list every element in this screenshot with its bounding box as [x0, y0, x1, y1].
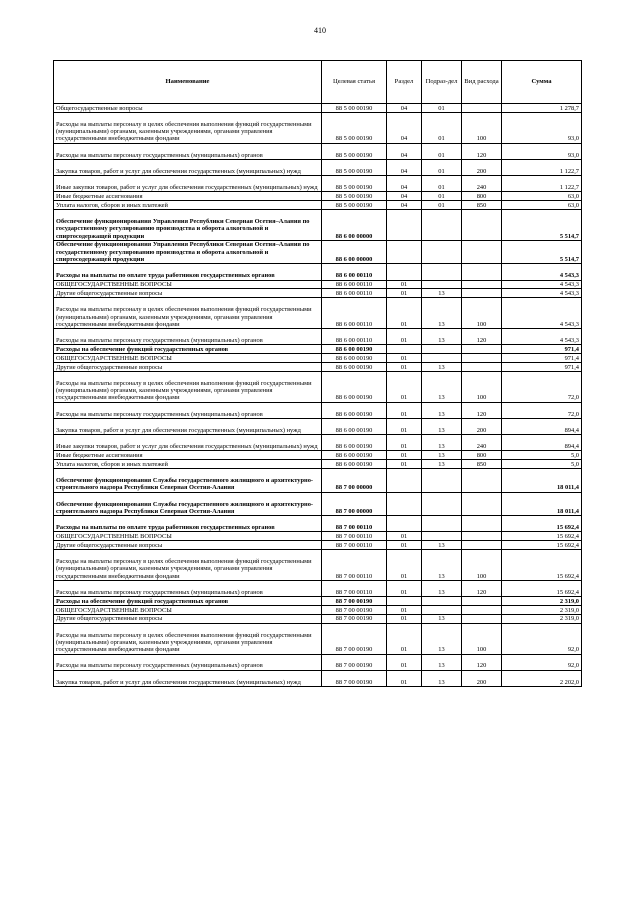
cell-subsection: 13 [422, 614, 462, 623]
cell-name: Расходы на выплаты персоналу государственных (муниципальных) органов [54, 143, 322, 159]
cell-subsection [422, 605, 462, 614]
table-row [54, 363, 582, 372]
cell-subsection: 13 [422, 550, 462, 581]
cell-name: ОБЩЕГОСУДАРСТВЕННЫЕ ВОПРОСЫ [54, 532, 322, 541]
cell-name: Расходы на выплаты персоналу в целях обеспечения выполнения функций государственными (муниципальными) органами, казенными учреждениями, органами управления государственными внебюджетными фондами [54, 112, 322, 143]
cell-kind: 120 [462, 143, 502, 159]
table-row [54, 550, 582, 581]
cell-subsection [422, 264, 462, 280]
cell-code: 88 5 00 00190 [322, 143, 387, 159]
cell-sum: 971,4 [502, 354, 582, 363]
cell-code: 88 6 00 00110 [322, 280, 387, 289]
cell-section [387, 597, 422, 606]
cell-name: Другие общегосударственные вопросы [54, 289, 322, 298]
cell-kind [462, 469, 502, 493]
cell-kind [462, 492, 502, 516]
cell-code: 88 6 00 00110 [322, 329, 387, 345]
table-row [54, 541, 582, 550]
cell-section: 01 [387, 670, 422, 686]
cell-kind [462, 289, 502, 298]
cell-name: Общегосударственные вопросы [54, 104, 322, 113]
table-row [54, 210, 582, 241]
cell-subsection [422, 210, 462, 241]
header-subsection: Подраз-дел [422, 61, 462, 104]
cell-section: 01 [387, 654, 422, 670]
cell-kind [462, 345, 502, 354]
cell-kind [462, 532, 502, 541]
cell-name: Уплата налогов, сборов и иных платежей [54, 201, 322, 210]
cell-code: 88 6 00 00110 [322, 264, 387, 280]
cell-code: 88 7 00 00190 [322, 623, 387, 654]
table-header-row [54, 61, 582, 104]
cell-name: Обеспечение функционирования Службы государственного жилищного и архитектурно-строительного надзора Республики Северная Осетия-Алания [54, 469, 322, 493]
cell-name: Закупка товаров, работ и услуг для обеспечения государственных (муниципальных) нужд [54, 670, 322, 686]
cell-subsection: 13 [422, 670, 462, 686]
cell-subsection: 13 [422, 289, 462, 298]
cell-sum: 5,0 [502, 460, 582, 469]
cell-subsection: 01 [422, 192, 462, 201]
cell-name: Расходы на выплаты персоналу государственных (муниципальных) органов [54, 654, 322, 670]
cell-section: 01 [387, 371, 422, 402]
cell-kind: 100 [462, 112, 502, 143]
header-code: Целевая статья [322, 61, 387, 104]
cell-sum: 93,0 [502, 112, 582, 143]
cell-kind: 800 [462, 451, 502, 460]
cell-name: ОБЩЕГОСУДАРСТВЕННЫЕ ВОПРОСЫ [54, 605, 322, 614]
cell-code: 88 6 00 00190 [322, 345, 387, 354]
cell-code: 88 5 00 00190 [322, 201, 387, 210]
cell-sum: 2 202,0 [502, 670, 582, 686]
cell-name: ОБЩЕГОСУДАРСТВЕННЫЕ ВОПРОСЫ [54, 280, 322, 289]
cell-section [387, 516, 422, 532]
cell-name: Расходы на обеспечение функций государственных органов [54, 597, 322, 606]
cell-section: 01 [387, 460, 422, 469]
cell-section [387, 264, 422, 280]
cell-section: 01 [387, 354, 422, 363]
cell-kind: 120 [462, 402, 502, 418]
cell-name: Другие общегосударственные вопросы [54, 614, 322, 623]
cell-sum: 971,4 [502, 363, 582, 372]
cell-sum: 5 514,7 [502, 210, 582, 241]
cell-sum: 15 692,4 [502, 580, 582, 596]
cell-name: Другие общегосударственные вопросы [54, 541, 322, 550]
table-row [54, 597, 582, 606]
table-row [54, 159, 582, 175]
cell-code: 88 6 00 00190 [322, 435, 387, 451]
cell-code: 88 6 00 00190 [322, 402, 387, 418]
cell-section: 01 [387, 402, 422, 418]
cell-subsection: 13 [422, 623, 462, 654]
cell-name: Иные закупки товаров, работ и услуг для обеспечения государственных (муниципальных) нужд [54, 435, 322, 451]
cell-sum: 5 514,7 [502, 240, 582, 264]
cell-kind [462, 363, 502, 372]
cell-kind [462, 280, 502, 289]
cell-code: 88 7 00 00190 [322, 597, 387, 606]
cell-name: Расходы на выплаты персоналу в целях обеспечения выполнения функций государственными (муниципальными) органами, казенными учреждениями, органами управления государственными внебюджетными фондами [54, 371, 322, 402]
cell-section: 04 [387, 143, 422, 159]
cell-kind [462, 240, 502, 264]
cell-subsection [422, 345, 462, 354]
cell-code: 88 6 00 00110 [322, 298, 387, 329]
table-row [54, 402, 582, 418]
cell-sum: 1 278,7 [502, 104, 582, 113]
cell-section: 01 [387, 329, 422, 345]
cell-subsection [422, 469, 462, 493]
cell-subsection: 01 [422, 201, 462, 210]
cell-subsection: 13 [422, 541, 462, 550]
header-kind: Вид расхода [462, 61, 502, 104]
table-row [54, 112, 582, 143]
cell-section: 04 [387, 112, 422, 143]
cell-kind: 100 [462, 623, 502, 654]
cell-section: 01 [387, 280, 422, 289]
table-row [54, 451, 582, 460]
cell-subsection [422, 492, 462, 516]
table-row [54, 418, 582, 434]
cell-code: 88 6 00 00190 [322, 451, 387, 460]
cell-name: Расходы на выплаты персоналу государственных (муниципальных) органов [54, 402, 322, 418]
table-row [54, 460, 582, 469]
header-section: Раздел [387, 61, 422, 104]
table-row [54, 201, 582, 210]
cell-name: Расходы на выплаты персоналу государственных (муниципальных) органов [54, 580, 322, 596]
cell-code: 88 7 00 00190 [322, 670, 387, 686]
cell-section: 01 [387, 289, 422, 298]
cell-code: 88 6 00 00190 [322, 354, 387, 363]
cell-section: 01 [387, 435, 422, 451]
cell-section: 01 [387, 298, 422, 329]
cell-code: 88 6 00 00000 [322, 210, 387, 241]
table-row [54, 298, 582, 329]
table-row [54, 605, 582, 614]
table-row [54, 192, 582, 201]
cell-subsection: 13 [422, 460, 462, 469]
table-row [54, 654, 582, 670]
cell-sum: 4 543,3 [502, 280, 582, 289]
cell-subsection: 13 [422, 418, 462, 434]
cell-subsection: 13 [422, 371, 462, 402]
cell-code: 88 6 00 00190 [322, 418, 387, 434]
cell-sum: 15 692,4 [502, 541, 582, 550]
cell-sum: 4 543,3 [502, 298, 582, 329]
cell-section: 01 [387, 580, 422, 596]
cell-section [387, 345, 422, 354]
cell-subsection: 01 [422, 159, 462, 175]
cell-code: 88 5 00 00190 [322, 192, 387, 201]
table-row [54, 176, 582, 192]
cell-subsection [422, 354, 462, 363]
cell-subsection [422, 597, 462, 606]
cell-code: 88 5 00 00190 [322, 104, 387, 113]
cell-name: Расходы на выплаты по оплате труда работников государственных органов [54, 516, 322, 532]
cell-kind: 100 [462, 550, 502, 581]
cell-section: 04 [387, 176, 422, 192]
cell-section: 01 [387, 605, 422, 614]
table-row [54, 623, 582, 654]
cell-sum: 2 319,0 [502, 597, 582, 606]
cell-sum: 2 319,0 [502, 605, 582, 614]
cell-subsection: 13 [422, 451, 462, 460]
cell-code: 88 6 00 00000 [322, 240, 387, 264]
cell-kind: 850 [462, 201, 502, 210]
cell-code: 88 7 00 00190 [322, 614, 387, 623]
cell-kind [462, 597, 502, 606]
cell-kind [462, 614, 502, 623]
cell-subsection: 13 [422, 329, 462, 345]
cell-sum: 63,0 [502, 192, 582, 201]
cell-kind: 800 [462, 192, 502, 201]
cell-sum: 72,0 [502, 402, 582, 418]
cell-section [387, 210, 422, 241]
cell-section: 01 [387, 550, 422, 581]
cell-name: Расходы на выплаты персоналу в целях обеспечения выполнения функций государственными (муниципальными) органами, казенными учреждениями, органами управления государственными внебюджетными фондами [54, 550, 322, 581]
cell-sum: 4 543,3 [502, 329, 582, 345]
cell-subsection: 13 [422, 402, 462, 418]
cell-name: Уплата налогов, сборов и иных платежей [54, 460, 322, 469]
cell-subsection: 01 [422, 104, 462, 113]
cell-kind [462, 354, 502, 363]
cell-kind [462, 516, 502, 532]
table-row [54, 329, 582, 345]
cell-code: 88 6 00 00190 [322, 363, 387, 372]
cell-code: 88 7 00 00190 [322, 605, 387, 614]
cell-name: Обеспечение функционирования Службы государственного жилищного и архитектурно-строительного надзора Республики Северная Осетия-Алания [54, 492, 322, 516]
cell-code: 88 6 00 00190 [322, 371, 387, 402]
cell-kind: 200 [462, 670, 502, 686]
page-number: 410 [314, 26, 326, 35]
table-row [54, 435, 582, 451]
cell-sum: 1 122,7 [502, 159, 582, 175]
table-row [54, 469, 582, 493]
cell-subsection: 13 [422, 363, 462, 372]
cell-sum: 1 122,7 [502, 176, 582, 192]
cell-subsection [422, 240, 462, 264]
cell-code: 88 7 00 00110 [322, 580, 387, 596]
table-row [54, 280, 582, 289]
cell-section: 04 [387, 201, 422, 210]
table-row [54, 614, 582, 623]
cell-kind: 240 [462, 176, 502, 192]
cell-section: 04 [387, 104, 422, 113]
cell-name: Расходы на выплаты персоналу в целях обеспечения выполнения функций государственными (муниципальными) органами, казенными учреждениями, органами управления государственными внебюджетными фондами [54, 623, 322, 654]
cell-section: 01 [387, 363, 422, 372]
cell-name: Иные бюджетные ассигнования [54, 451, 322, 460]
cell-section [387, 492, 422, 516]
header-name: Наименование [54, 61, 322, 104]
cell-sum: 5,0 [502, 451, 582, 460]
cell-kind: 120 [462, 654, 502, 670]
cell-name: Иные бюджетные ассигнования [54, 192, 322, 201]
cell-code: 88 7 00 00000 [322, 469, 387, 493]
cell-sum: 15 692,4 [502, 550, 582, 581]
cell-section: 04 [387, 192, 422, 201]
cell-section: 04 [387, 159, 422, 175]
cell-sum: 15 692,4 [502, 532, 582, 541]
cell-subsection: 13 [422, 654, 462, 670]
cell-code: 88 6 00 00110 [322, 289, 387, 298]
cell-kind: 120 [462, 329, 502, 345]
cell-kind: 100 [462, 298, 502, 329]
cell-subsection: 13 [422, 435, 462, 451]
cell-sum: 894,4 [502, 435, 582, 451]
table-row [54, 492, 582, 516]
cell-kind [462, 104, 502, 113]
cell-kind: 200 [462, 159, 502, 175]
table-row [54, 143, 582, 159]
cell-kind [462, 264, 502, 280]
cell-sum: 92,0 [502, 623, 582, 654]
cell-name: Другие общегосударственные вопросы [54, 363, 322, 372]
cell-sum: 92,0 [502, 654, 582, 670]
table-row [54, 289, 582, 298]
table-row [54, 354, 582, 363]
cell-code: 88 7 00 00110 [322, 516, 387, 532]
cell-code: 88 7 00 00110 [322, 550, 387, 581]
cell-section [387, 240, 422, 264]
cell-name: Расходы на выплаты персоналу государственных (муниципальных) органов [54, 329, 322, 345]
cell-kind: 200 [462, 418, 502, 434]
table-row [54, 104, 582, 113]
cell-sum: 18 011,4 [502, 492, 582, 516]
cell-section: 01 [387, 532, 422, 541]
cell-name: Расходы на обеспечение функций государственных органов [54, 345, 322, 354]
cell-kind [462, 210, 502, 241]
cell-code: 88 5 00 00190 [322, 159, 387, 175]
cell-sum: 72,0 [502, 371, 582, 402]
header-sum: Сумма [502, 61, 582, 104]
cell-sum: 2 319,0 [502, 614, 582, 623]
table-row [54, 516, 582, 532]
table-row [54, 345, 582, 354]
cell-code: 88 7 00 00000 [322, 492, 387, 516]
table-body [54, 104, 582, 687]
cell-kind: 240 [462, 435, 502, 451]
cell-code: 88 6 00 00190 [322, 460, 387, 469]
cell-sum: 971,4 [502, 345, 582, 354]
table-row [54, 371, 582, 402]
cell-subsection [422, 280, 462, 289]
cell-subsection: 13 [422, 298, 462, 329]
cell-kind: 120 [462, 580, 502, 596]
cell-section [387, 469, 422, 493]
cell-name: Иные закупки товаров, работ и услуг для обеспечения государственных (муниципальных) нужд [54, 176, 322, 192]
cell-code: 88 7 00 00110 [322, 541, 387, 550]
table-row [54, 670, 582, 686]
cell-section: 01 [387, 541, 422, 550]
cell-name: Расходы на выплаты по оплате труда работников государственных органов [54, 264, 322, 280]
cell-subsection [422, 532, 462, 541]
cell-subsection: 01 [422, 176, 462, 192]
table-row [54, 264, 582, 280]
cell-section: 01 [387, 614, 422, 623]
cell-kind: 100 [462, 371, 502, 402]
cell-section: 01 [387, 623, 422, 654]
cell-subsection: 13 [422, 580, 462, 596]
cell-code: 88 7 00 00190 [322, 654, 387, 670]
cell-name: Закупка товаров, работ и услуг для обеспечения государственных (муниципальных) нужд [54, 159, 322, 175]
cell-subsection: 01 [422, 112, 462, 143]
cell-subsection: 01 [422, 143, 462, 159]
cell-sum: 4 543,3 [502, 264, 582, 280]
table-row [54, 580, 582, 596]
cell-sum: 93,0 [502, 143, 582, 159]
cell-kind [462, 605, 502, 614]
budget-table [53, 60, 582, 687]
cell-sum: 4 543,3 [502, 289, 582, 298]
cell-name: Обеспечение функционирования Управления Республики Северная Осетия–Алания по государственному регулированию производства и оборота алкогольной и спиртосодержащей продукции [54, 210, 322, 241]
cell-section: 01 [387, 418, 422, 434]
cell-sum: 15 692,4 [502, 516, 582, 532]
cell-code: 88 7 00 00110 [322, 532, 387, 541]
table-row [54, 532, 582, 541]
cell-name: Закупка товаров, работ и услуг для обеспечения государственных (муниципальных) нужд [54, 418, 322, 434]
cell-sum: 63,0 [502, 201, 582, 210]
cell-code: 88 5 00 00190 [322, 176, 387, 192]
cell-code: 88 5 00 00190 [322, 112, 387, 143]
cell-section: 01 [387, 451, 422, 460]
cell-name: Обеспечение функционирования Управления Республики Северная Осетия–Алания по государственному регулированию производства и оборота алкогольной и спиртосодержащей продукции [54, 240, 322, 264]
table-row [54, 240, 582, 264]
cell-name: Расходы на выплаты персоналу в целях обеспечения выполнения функций государственными (муниципальными) органами, казенными учреждениями, органами управления государственными внебюджетными фондами [54, 298, 322, 329]
cell-sum: 894,4 [502, 418, 582, 434]
cell-name: ОБЩЕГОСУДАРСТВЕННЫЕ ВОПРОСЫ [54, 354, 322, 363]
cell-kind: 850 [462, 460, 502, 469]
cell-kind [462, 541, 502, 550]
cell-sum: 18 011,4 [502, 469, 582, 493]
cell-subsection [422, 516, 462, 532]
